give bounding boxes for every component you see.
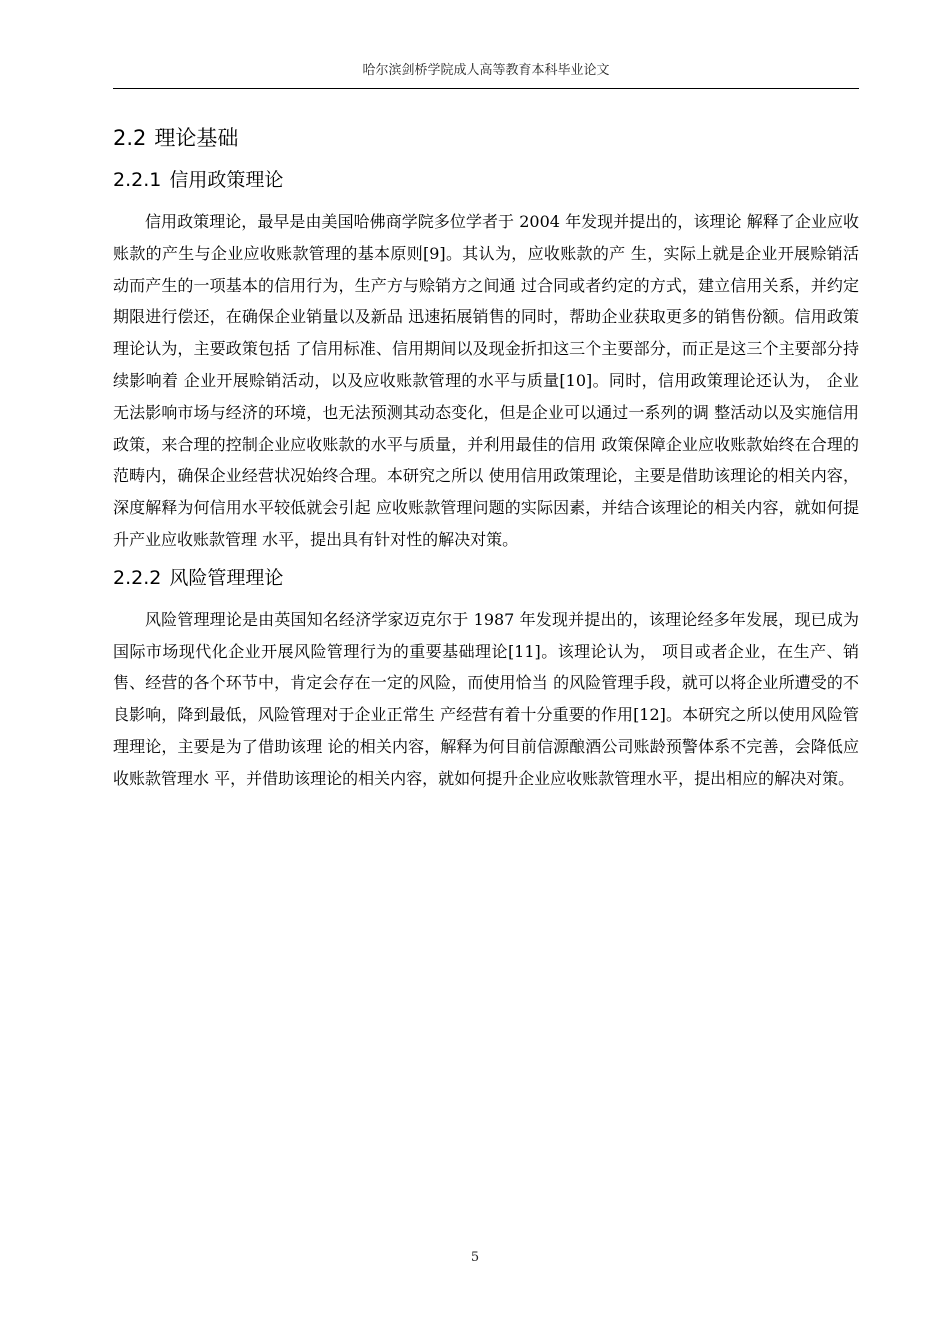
subsection-heading-risk-management [113, 558, 859, 598]
subsection-title: 风险管理理论 [169, 566, 284, 589]
section-heading [113, 116, 859, 160]
subsection-title: 信用政策理论 [169, 169, 284, 191]
paragraph-risk-management: 风险管理理论是由英国知名经济学家迈克尔于 1987 年发现并提出的，该理论经多年发展，现已成为国际市场现代化企业开展风险管理行为的重要基础理论[11]。该理论认为， 项目或者企业，在生产、销售、经营的各个环节中，肯定会存在一定的风险，而使用恰当 的风险管理手段，就可以将企业所遭受的不良影响，降到最低，风险管理对于企业正常生 产经营有着十分重要的作用[12]。本研究之所以使用风险管理理论，主要是为了借助该理 论的相关内容，解释为何目前信源酿酒公司账龄预警体系不完善，会降低应收账款管理水 平，并借助该理论的相关内容，就如何提升企业应收账款管理水平，提出相应的解决对策。 [113, 609, 859, 788]
subsection-heading-credit-policy [113, 160, 859, 200]
subsection-number: 2.2.1 [113, 169, 162, 191]
section-number: 2.2 [113, 126, 147, 150]
header-rule [113, 88, 859, 89]
page-content [113, 116, 859, 797]
subsection-number: 2.2.2 [113, 566, 162, 589]
paragraph-credit-policy: 信用政策理论，最早是由美国哈佛商学院多位学者于 2004 年发现并提出的，该理论 解释了企业应收账款的产生与企业应收账款管理的基本原则[9]。其认为，应收账款的产 生，实际上就是企业开展赊销活动而产生的一项基本的信用行为，生产方与赊销方之间通 过合同或者约定的方式，建立信用关系，并约定期限进行偿还，在确保企业销量以及新品 迅速拓展销售的同时，帮助企业获取更多的销售份额。信用政策理论认为，主要政策包括 了信用标准、信用期间以及现金折扣这三个主要部分，而正是这三个主要部分持续影响着 企业开展赊销活动，以及应收账款管理的水平与质量[10]。同时，信用政策理论还认为， 企业无法影响市场与经济的环境，也无法预测其动态变化，但是企业可以通过一系列的调 整活动以及实施信用政策，来合理的控制企业应收账款的水平与质量，并利用最佳的信用 政策保障企业应收账款始终在合理的范畴内，确保企业经营状况始终合理。本研究之所以 使用信用政策理论，主要是借助该理论的相关内容，深度解释为何信用水平较低就会引起 应收账款管理问题的实际因素，并结合该理论的相关内容，就如何提升产业应收账款管理 水平，提出具有针对性的解决对策。 [113, 212, 859, 549]
running-header: 哈尔滨剑桥学院成人高等教育本科毕业论文 [362, 63, 610, 78]
section-title: 理论基础 [154, 126, 239, 150]
page-number: 5 [470, 1250, 480, 1265]
